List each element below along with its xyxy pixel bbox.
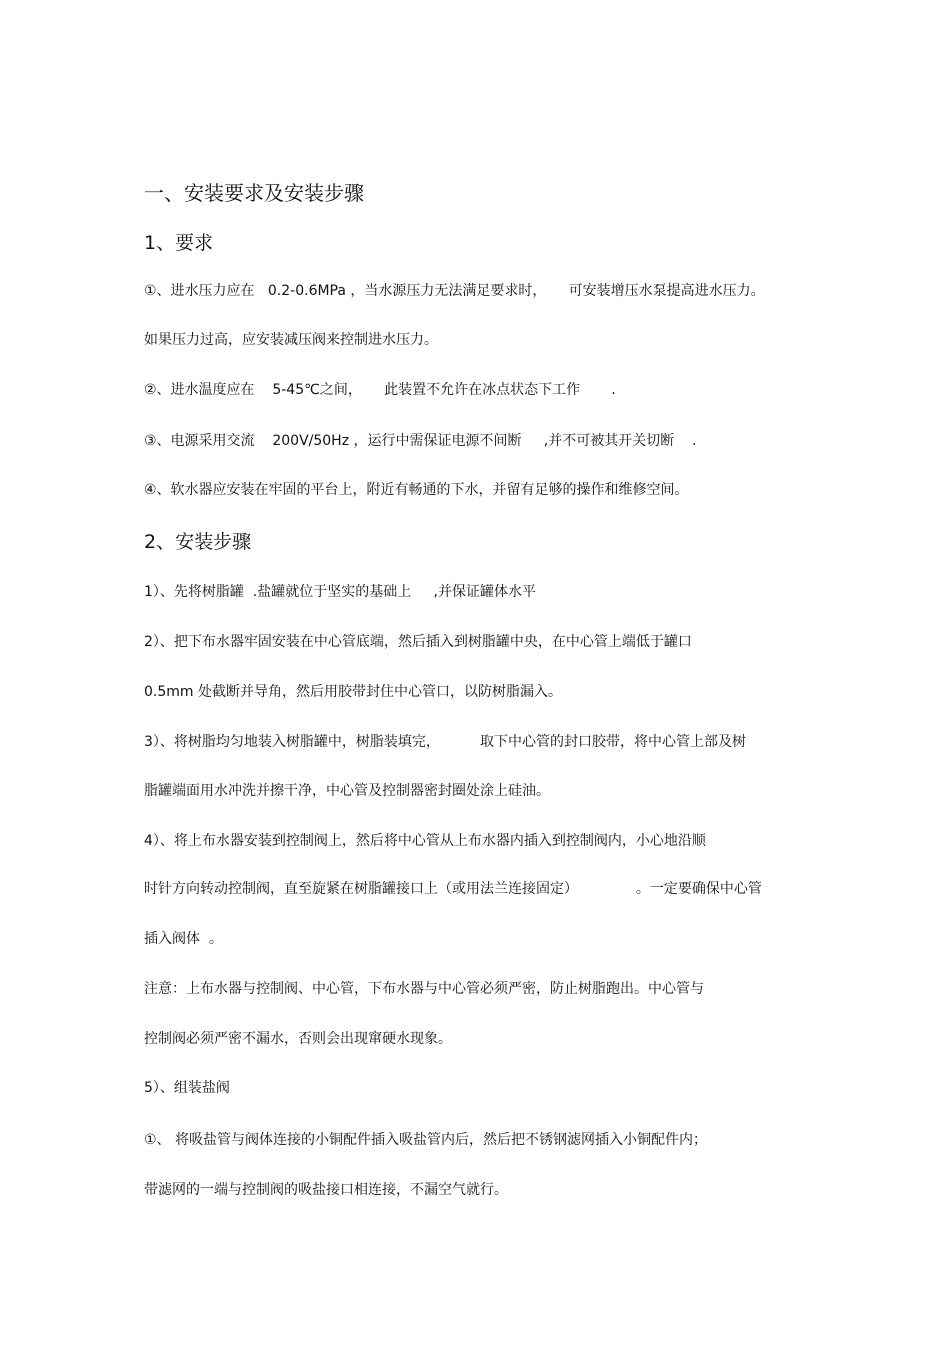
requirement-line: ④、软水器应安装在牢固的平台上，附近有畅通的下水，并留有足够的操作和维修空间。 xyxy=(144,482,689,498)
step-line: 带滤网的一端与控制阀的吸盐接口相连接，不漏空气就行。 xyxy=(144,1182,508,1198)
step-line: 0.5mm 处截断并导角，然后用胶带封住中心管口，以防树脂漏入。 xyxy=(144,684,562,700)
step-line: 时针方向转动控制阀，直至旋紧在树脂罐接口上（或用法兰连接固定） 。一定要确保中心管 xyxy=(144,881,762,897)
document-title: 一、安装要求及安装步骤 xyxy=(144,181,364,205)
requirement-line: 如果压力过高，应安装减压阀来控制进水压力。 xyxy=(144,332,438,348)
step-line: ①、 将吸盐管与阀体连接的小铜配件插入吸盐管内后，然后把不锈钢滤网插入小铜配件内； xyxy=(144,1132,707,1148)
section-heading-steps: 2、安装步骤 xyxy=(144,531,252,553)
step-line: 3）、将树脂均匀地装入树脂罐中，树脂装填完， 取下中心管的封口胶带，将中心管上部及树 xyxy=(144,734,746,750)
requirement-line: ③、电源采用交流 200V/50Hz ，运行中需保证电源不间断 ,并不可被其开关切断 . xyxy=(144,433,697,449)
step-line: 插入阀体 。 xyxy=(144,931,223,947)
step-line: 1）、先将树脂罐 .盐罐就位于坚实的基础上 ,并保证罐体水平 xyxy=(144,584,536,600)
note-line: 控制阀必须严密不漏水，否则会出现窜硬水现象。 xyxy=(144,1031,452,1047)
requirement-line: ①、进水压力应在 0.2-0.6MPa ，当水源压力无法满足要求时， 可安装增压水泵提高进水压力。 xyxy=(144,283,765,299)
requirement-line: ②、进水温度应在 5-45℃之间， 此装置不允许在冰点状态下工作 . xyxy=(144,382,616,398)
step-line: 脂罐端面用水冲洗并擦干净，中心管及控制器密封圈处涂上硅油。 xyxy=(144,783,550,799)
section-heading-requirements: 1、要求 xyxy=(144,232,214,254)
step-line: 4）、将上布水器安装到控制阀上，然后将中心管从上布水器内插入到控制阀内，小心地沿顺 xyxy=(144,833,706,849)
note-line: 注意：上布水器与控制阀、中心管，下布水器与中心管必须严密，防止树脂跑出。中心管与 xyxy=(144,981,704,997)
step-line: 2）、把下布水器牢固安装在中心管底端，然后插入到树脂罐中央，在中心管上端低于罐口 xyxy=(144,634,692,650)
step-line: 5）、组装盐阀 xyxy=(144,1080,230,1096)
